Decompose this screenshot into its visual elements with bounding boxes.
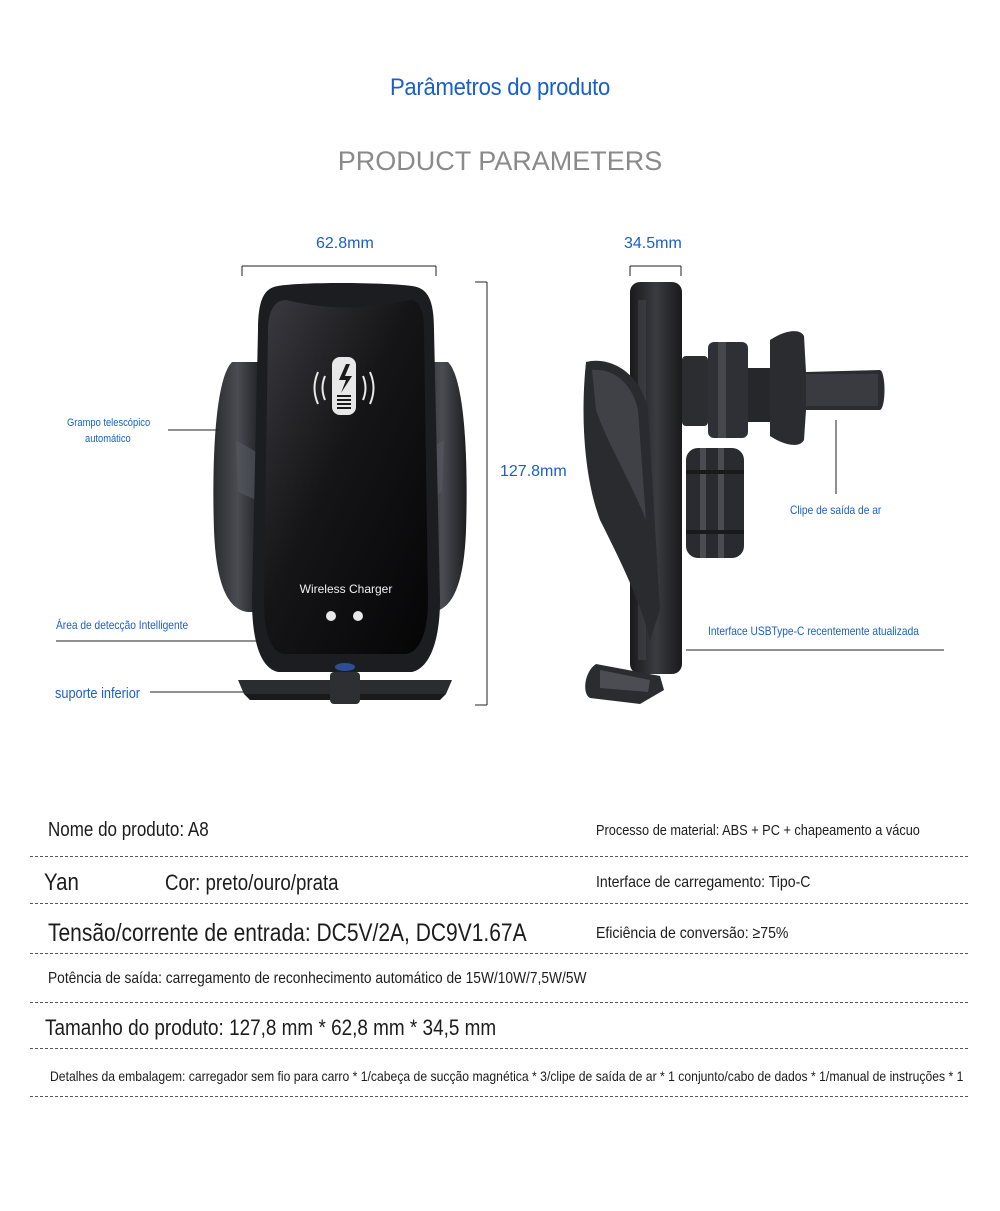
- height-dimension-line: [475, 282, 487, 705]
- depth-dimension-label: 34.5mm: [624, 235, 682, 252]
- row-divider: [30, 953, 968, 954]
- wireless-charger-label: Wireless Charger: [299, 582, 393, 596]
- row-divider: [30, 1048, 968, 1049]
- page-subtitle: PRODUCT PARAMETERS: [337, 146, 663, 176]
- row-divider: [30, 903, 968, 904]
- bottom-support-callout: suporte inferior: [55, 685, 141, 702]
- spec-package-details: Detalhes da embalagem: carregador sem fio para carro * 1/cabeça de sucção magnética * 3/clipe de saída de ar * 1 conjunto/cabo de dados * 1/manual de instruções * 1: [50, 1068, 964, 1084]
- width-dimension-line: [242, 266, 436, 276]
- clamp-callout-line2: automático: [85, 433, 131, 445]
- spec-input-voltage: Tensão/corrente de entrada: DC5V/2A, DC9V1.67A: [48, 919, 527, 947]
- usb-interface-callout: Interface USBType-C recentemente atualizada: [708, 624, 919, 638]
- depth-dimension-line: [630, 266, 681, 276]
- spec-charging-interface: Interface de carregamento: Tipo-C: [596, 874, 811, 891]
- clamp-callout-line1: Grampo telescópico: [67, 417, 151, 429]
- spec-product-size: Tamanho do produto: 127,8 mm * 62,8 mm * 34,5 mm: [45, 1015, 497, 1040]
- detection-callout: Área de detecção Intelligente: [56, 618, 189, 632]
- row-divider: [30, 856, 968, 857]
- row-divider: [30, 1096, 968, 1097]
- spec-color: Cor: preto/ouro/prata: [165, 870, 339, 895]
- spec-yan: Yan: [44, 869, 79, 896]
- vent-clip-callout: Clipe de saída de ar: [790, 503, 882, 517]
- height-dimension-label: 127.8mm: [500, 463, 567, 480]
- side-view: [584, 282, 885, 704]
- spec-material: Processo de material: ABS + PC + chapeamento a vácuo: [596, 822, 920, 839]
- spec-product-name: Nome do produto: A8: [48, 819, 209, 841]
- width-dimension-label: 62.8mm: [316, 235, 374, 252]
- row-divider: [30, 1002, 968, 1003]
- spec-efficiency: Eficiência de conversão: ≥75%: [596, 925, 789, 942]
- page-title: Parâmetros do produto: [389, 74, 611, 101]
- spec-output-power: Potência de saída: carregamento de reconhecimento automático de 15W/10W/7,5W/5W: [48, 970, 587, 987]
